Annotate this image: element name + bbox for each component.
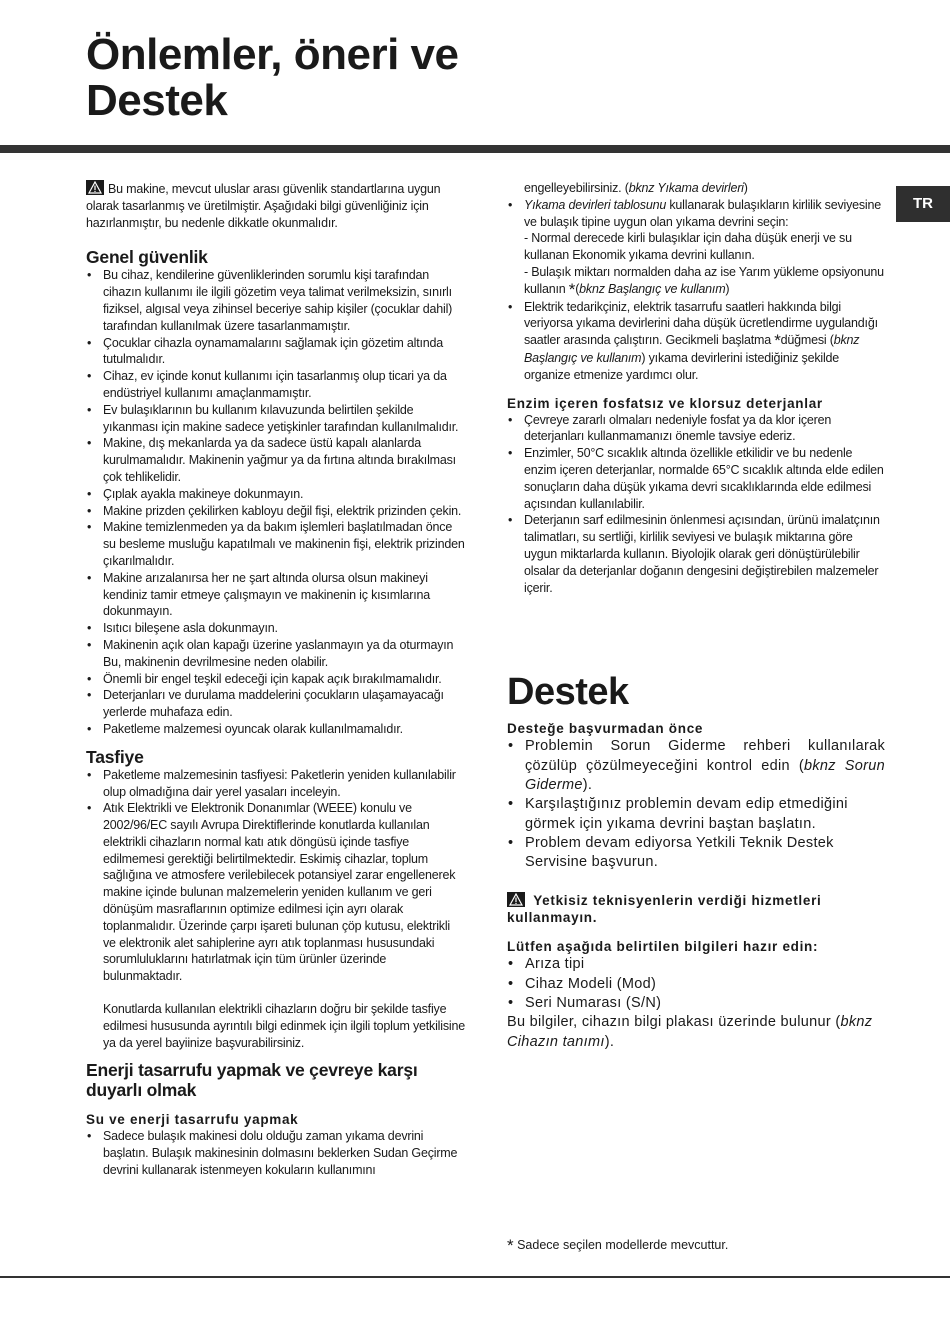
list-item: • Yıkama devirleri tablosunu kullanarak bulaşıkların kirlilik seviyesine ve bulaşık tipine uygun olan yıkama devrini seçin: - Normal derecede kirli bulaşıklar için daha düşük enerji ve su kullanan Ekonomik yıkama devrini kullanın. - Bulaşık miktarı normalden daha az ise Yarım yükleme opsiyonunu kullanın *(bknz Başlangıç ve kullanım) <box>507 197 885 299</box>
left-column <box>86 178 466 1179</box>
info-text: ). <box>604 1033 615 1050</box>
reference-italic: bknz Başlangıç ve kullanım <box>579 281 726 296</box>
list-item: • Deterjanları ve durulama maddelerini çocukların ulaşamayacağı yerlerde muhafaza edin. <box>86 687 466 721</box>
enzim-list <box>507 412 885 597</box>
list-item: • Paketleme malzemesinin tasfiyesi: Paketlerin yeniden kullanılabilir olup olmadığına dair yerel yasaları inceleyin. <box>86 767 466 801</box>
list-item: • Çocuklar cihazla oynamamalarını sağlamak için gözetim altında tutulmalıdır. <box>86 335 466 369</box>
list-item: • Makine, dış mekanlarda ya da sadece üstü kapalı alanlarda kurulmamalıdır. Makinenin yağmur ya da fırtına altında bırakılması çok tehlikelidir. <box>86 435 466 485</box>
reference-italic: bknz Cihazın tanımı <box>507 1014 873 1050</box>
list-item: • Cihaz Modeli (Mod) <box>507 975 885 994</box>
continued-text: engelleyebilirsiniz. ( <box>524 181 629 195</box>
list-item: • Paketleme malzemesi oyuncak olarak kullanılmamalıdır. <box>86 721 466 738</box>
genel-list <box>86 267 466 737</box>
item-line: - Bulaşık miktarı normalden daha az ise Yarım yükleme opsiyonunu kullanın <box>524 264 884 296</box>
warning-heading <box>507 892 885 926</box>
list-item: • Seri Numarası (S/N) <box>507 994 885 1013</box>
reference-italic: bknz Yıkama devirleri <box>628 181 744 195</box>
su-list <box>86 1128 466 1178</box>
list-item: • Karşılaştığınız problemin devam edip etmediğini görmek için yıkama devrini baştan başlatın. <box>507 795 885 834</box>
section-title-destek: Destek <box>507 671 629 714</box>
subsection-title-enzim: Enzim içeren fosfatsız ve klorsuz deterjanlar <box>507 395 823 411</box>
page-title <box>86 32 459 124</box>
warning-heading-text: Yetkisiz teknisyenlerin verdiği hizmetleri kullanmayın. <box>507 893 822 926</box>
list-item: • Bu cihaz, kendilerine güvenliklerinden sorumlu kişi tarafından cihazın kullanımı ile ilgili gözetim veya talimat verilmeksizin, sınırlı fiziksel, algısal veya zihinsel beceriye sahip kişiler (çocuklar dahil) tarafından kullanılmak üzere tasarlanmamıştır. <box>86 267 466 334</box>
continued-end: ) <box>743 181 748 195</box>
list-item: • Atık Elektrikli ve Elektronik Donanımlar (WEEE) konulu ve 2002/96/EC sayılı Avrupa Direktiflerinde konutlarda kullanılan elektrikli cihazların normal katı atık döngüsü içinde tasfiye edilmemesi gerektiği belirtilmektedir. Eskimiş cihazlar, toplum sağlığına ve atmosfere verilebilecek potansiyel zarar engellenerek makine içinde bulunan malzemelerin yeniden kullanım ve geri dönüşüm masraflarının optimize edilmesi için ayrı olarak toplanmalıdır. Üzerinde çarpı işareti bulunan çöp kutusu, elektrikli ve elektronik alet sahiplerine ayrı atık toplanması hususundaki sorumluluklarını hatırlatmak için tüm ürünler üzerinde bulunmaktadır. <box>86 800 466 985</box>
item-text: ). <box>582 776 593 793</box>
list-item: • Cihaz, ev içinde konut kullanımı için tasarlanmış olup ticari ya da endüstriyel kullanımı amaçlanmamıştır. <box>86 368 466 402</box>
list-item: • Deterjanın sarf edilmesinin önlenmesi açısından, ürünü imalatçının talimatları, su sertliği, kirlilik seviyesi ve bulaşık miktarına göre uygun miktarlarda kullanın. Biyolojik olarak geri dönüştürülebilir olsalar da deterjanlar doğanın dengesini değiştirebilen malzemeler içerir. <box>507 512 885 596</box>
asterisk-mark: * <box>568 279 576 299</box>
intro-paragraph <box>86 180 466 231</box>
list-item: • Makine prizden çekilirken kabloyu değil fişi, elektrik prizinden çekin. <box>86 503 466 520</box>
list-item: • Ev bulaşıklarının bu kullanım kılavuzunda belirtilen şekilde yıkanması için makine sadece yetişkinler tarafından kullanılmalıdır. <box>86 402 466 436</box>
info-text: Bu bilgiler, cihazın bilgi plakası üzerinde bulunur ( <box>507 1014 841 1031</box>
list-item: • Çıplak ayakla makineye dokunmayın. <box>86 486 466 503</box>
subsection-title-su: Su ve enerji tasarrufu yapmak <box>86 1112 299 1128</box>
continued-paragraph <box>507 180 885 197</box>
item-text: ) yıkama devirlerini istediğiniz şekilde organize etmenize yardımcı olur. <box>524 350 840 382</box>
list-item: • Makine temizlenmeden ya da bakım işlemleri başlatılmadan önce su besleme musluğu kapatılmalı ve makinenin fişi, elektrik prizinden çıkarılmalıdır. <box>86 519 466 569</box>
list-item <box>507 737 885 795</box>
section-title-tasfiye: Tasfiye <box>86 746 144 767</box>
asterisk-mark: * <box>774 331 781 351</box>
info-paragraph <box>507 1013 885 1052</box>
page-title-line1: Önlemler, öneri ve <box>86 30 459 79</box>
right-column <box>507 180 885 1052</box>
list-item: • Problem devam ediyorsa Yetkili Teknik Destek Servisine başvurun. <box>507 834 885 873</box>
list-item: • Enzimler, 50°C sıcaklık altında özellikle etkilidir ve bu nedenle enzim içeren deterjanlar, normalde 65°C sıcaklık altında elde edilen sonuçların daha düşük yıkama devri sıcaklıklarında elde edilmesi açısından kullanılabilir. <box>507 445 885 512</box>
item-text: Problemin Sorun Giderme rehberi kullanılarak çözülüp çözülmeyeceğini kontrol edin ( <box>525 738 885 774</box>
list-item: • Arıza tipi <box>507 955 885 974</box>
section-title-enerji: Enerji tasarrufu yapmak ve çevreye karşı duyarlı olmak <box>86 1060 418 1101</box>
list-item: • Isıtıcı bileşene asla dokunmayın. <box>86 620 466 637</box>
info-list <box>507 955 885 1013</box>
list-item: • Önemli bir engel teşkil edeceği için kapak açık bırakılmamalıdır. <box>86 671 466 688</box>
page-title-line2: Destek <box>86 76 228 125</box>
language-tab: TR <box>896 186 950 222</box>
list-item <box>507 299 885 384</box>
destek-list <box>507 737 885 872</box>
list-item: • Makine arızalanırsa her ne şart altında olursa olsun makineyi kendiniz tamir etmeye çalışmayın ve makinenin iç kısımlarına dokunmayın. <box>86 570 466 620</box>
footnote-text: Sadece seçilen modellerde mevcuttur. <box>513 1238 729 1252</box>
item-text: düğmesi ( <box>780 333 834 348</box>
tasfiye-list <box>86 767 466 985</box>
asterisk-mark: * <box>507 1236 514 1255</box>
list-item: • Sadece bulaşık makinesi dolu olduğu zaman yıkama devrini başlatın. Bulaşık makinesinin dolmasını beklerken Sudan Geçirme devrini kullanarak istenmeyen kokuların kullanımını <box>86 1128 466 1178</box>
footnote <box>507 1236 728 1256</box>
warning-triangle-icon <box>86 180 104 195</box>
reference-italic: bknz Başlangıç ve kullanım <box>524 333 860 365</box>
item-text: Elektrik tedarikçiniz, elektrik tasarrufu saatleri hakkında bilgi veriyorsa yıkama devirlerini daha düşük ücretlendirme uygulandığı saatler arasında çalıştırın. Gecikmeli başlatma <box>524 299 878 348</box>
item-line: - Normal derecede kirli bulaşıklar için daha düşük enerji ve su kullanan Ekonomik yıkama devrini kullanın. <box>524 231 852 263</box>
list-item: • Makinenin açık olan kapağı üzerine yaslanmayın ya da oturmayın Bu, makinenin devrilmesine neden olabilir. <box>86 637 466 671</box>
title-rule <box>0 145 950 153</box>
subsection-title-info: Lütfen aşağıda belirtilen bilgileri hazır edin: <box>507 939 819 955</box>
subsection-title-destege: Desteğe başvurmadan önce <box>507 721 704 737</box>
reference-italic: bknz Sorun Giderme <box>525 757 885 793</box>
tasfiye-paragraph: Konutlarda kullanılan elektrikli cihazların doğru bir şekilde tasfiye edilmesi hususunda ayrıntılı bilgi edinmek için ilgili toplum yetkilisine ya da yerel bayiinize başvurabilirsiniz. <box>103 1002 465 1050</box>
reference-italic: Yıkama devirleri tablosunu <box>524 197 667 212</box>
bottom-rule <box>0 1276 950 1278</box>
warning-triangle-icon <box>507 892 525 907</box>
item-text: kullanarak bulaşıkların kirlilik seviyesine ve bulaşık tipine uygun olan yıkama devrini seçin: <box>524 197 882 229</box>
su-list-continued <box>507 197 885 384</box>
intro-text: Bu makine, mevcut uluslar arası güvenlik standartlarına uygun olarak tasarlanmış ve üretilmiştir. Aşağıdaki bilgi güvenliğiniz için hazırlanmıştır, bu nedenle dikkatle okunmalıdır. <box>86 182 441 230</box>
section-title-genel: Genel güvenlik <box>86 247 208 268</box>
list-item: • Çevreye zararlı olmaları nedeniyle fosfat ya da klor içeren deterjanları kullanmamanızı önemle tavsiye ederiz. <box>507 412 885 446</box>
